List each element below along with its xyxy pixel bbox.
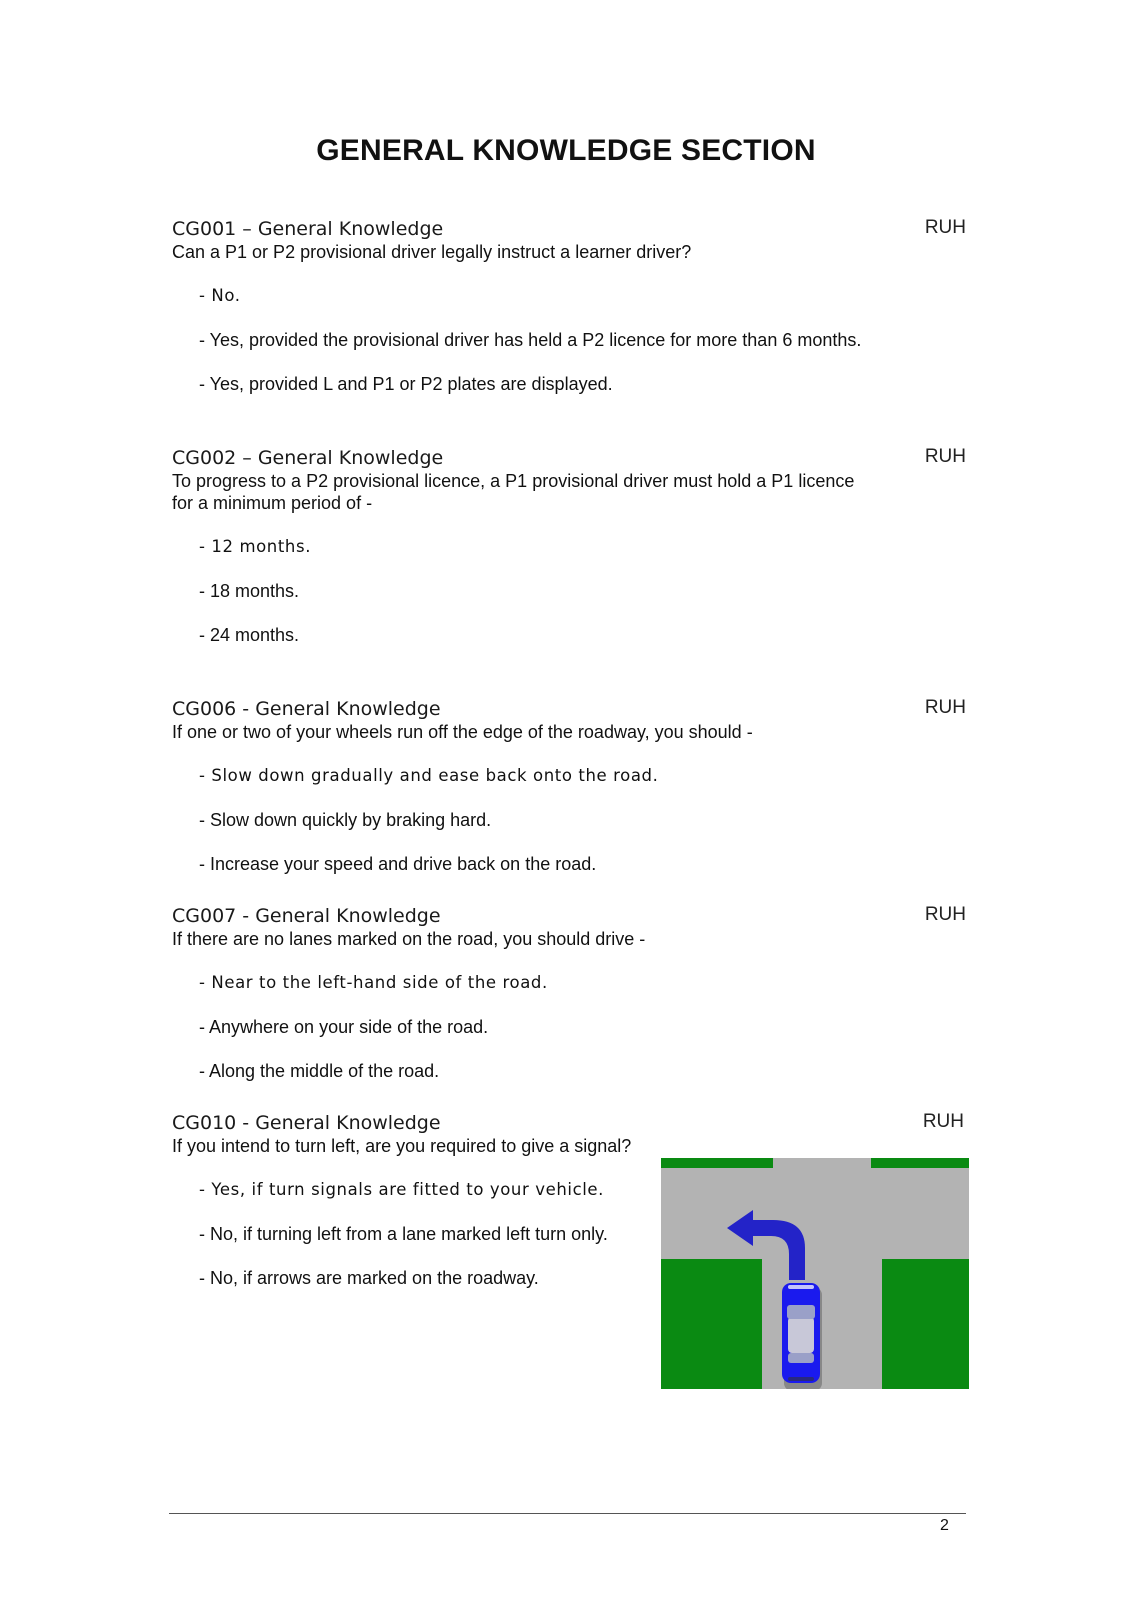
t-intersection-illustration xyxy=(661,1158,969,1389)
grass-bottom-left xyxy=(661,1259,762,1389)
car-roof xyxy=(788,1317,814,1353)
question-heading: CG007 - General Knowledge xyxy=(172,905,441,927)
question-code: RUH xyxy=(924,217,966,238)
question-code: RUH xyxy=(922,1111,964,1132)
question-text: Can a P1 or P2 provisional driver legally instruct a learner driver? xyxy=(172,242,692,262)
car-rear-window xyxy=(788,1353,814,1363)
car-windscreen xyxy=(787,1305,815,1319)
answer-option: - 18 months. xyxy=(199,581,300,601)
footer-divider xyxy=(169,1513,966,1514)
grass-top-right xyxy=(871,1158,969,1168)
question-heading: CG002 – General Knowledge xyxy=(172,447,444,469)
answer-option: - Increase your speed and drive back on the road. xyxy=(199,854,597,874)
page-title: GENERAL KNOWLEDGE SECTION xyxy=(316,134,816,167)
question-text: To progress to a P2 provisional licence, a P1 provisional driver must hold a P1 licence for a minimum period of - xyxy=(172,471,855,513)
answer-option: - 24 months. xyxy=(199,625,300,645)
answer-option: - No, if arrows are marked on the roadway. xyxy=(199,1268,539,1288)
question-cg001 xyxy=(172,217,972,395)
answer-option: - Along the middle of the road. xyxy=(199,1061,440,1081)
question-heading: CG001 – General Knowledge xyxy=(172,218,444,240)
grass-bottom-right xyxy=(882,1259,969,1389)
question-cg006 xyxy=(172,697,972,875)
answer-option: - Yes, provided the provisional driver has held a P2 licence for more than 6 months. xyxy=(199,330,862,350)
answer-option: - No. xyxy=(199,286,241,305)
answer-options xyxy=(199,536,972,646)
question-cg002 xyxy=(172,446,972,646)
car-front-bumper xyxy=(788,1285,814,1289)
question-code: RUH xyxy=(924,446,966,467)
answer-option: - Anywhere on your side of the road. xyxy=(199,1017,489,1037)
grass-top-left xyxy=(661,1158,773,1168)
answer-option: - Yes, provided L and P1 or P2 plates are displayed. xyxy=(199,374,613,394)
answer-option: - Slow down quickly by braking hard. xyxy=(199,810,492,830)
answer-option: - Yes, if turn signals are fitted to your vehicle. xyxy=(199,1180,605,1199)
page-number: 2 xyxy=(940,1517,949,1534)
question-text: If there are no lanes marked on the road, you should drive - xyxy=(172,929,646,949)
answer-options xyxy=(199,765,972,875)
answer-options xyxy=(199,972,972,1082)
question-heading: CG010 - General Knowledge xyxy=(172,1112,441,1134)
question-code: RUH xyxy=(924,697,966,718)
question-text: If one or two of your wheels run off the edge of the roadway, you should - xyxy=(172,722,753,742)
question-text: If you intend to turn left, are you required to give a signal? xyxy=(172,1136,632,1156)
car xyxy=(782,1283,822,1389)
answer-option: - Slow down gradually and ease back onto the road. xyxy=(199,766,659,785)
answer-option: - No, if turning left from a lane marked left turn only. xyxy=(199,1224,608,1244)
question-cg007 xyxy=(172,904,972,1082)
question-heading: CG006 - General Knowledge xyxy=(172,698,441,720)
car-rear-bumper xyxy=(788,1377,814,1381)
answer-option: - 12 months. xyxy=(199,537,312,556)
answer-options xyxy=(199,285,972,395)
answer-option: - Near to the left-hand side of the road. xyxy=(199,973,548,992)
question-code: RUH xyxy=(924,904,966,925)
